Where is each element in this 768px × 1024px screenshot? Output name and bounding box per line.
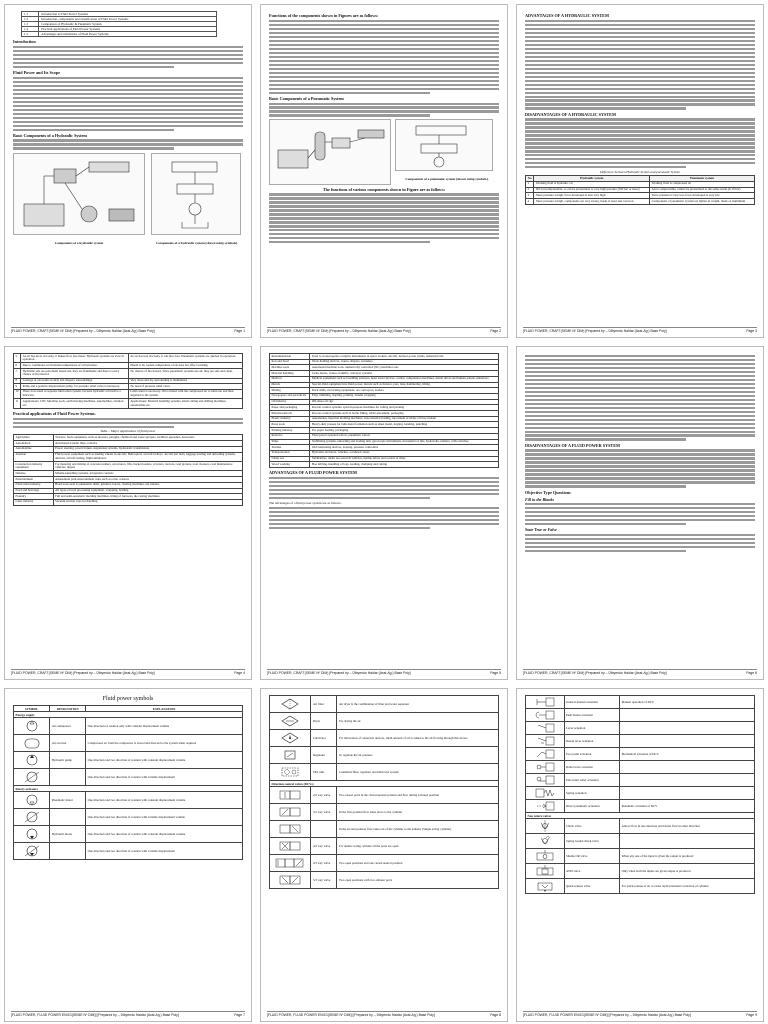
body-text bbox=[269, 103, 499, 117]
table-row: Push button actuation bbox=[526, 709, 755, 722]
table-row: Air compressor One direction of rotation only with constant displacement volume bbox=[14, 718, 243, 735]
table-row: Paper and packaging Process control systems, special-purpose machines for rolling and packing bbox=[270, 405, 499, 411]
table-row: 6 Due to continuous recirculation temperature of oil increases. Needs to be cooled, temperature of air does not affect working. bbox=[14, 363, 243, 369]
table-row: Iron and Steel Work-holding devices, cranes, shapers, extruders bbox=[270, 359, 499, 365]
page-footer: [FLUID POWER, CRAFT(SEME Nº DIM) [Prepared by – Dibyendu Haldar (Asst.Ag.) Base Poly] Page 5 bbox=[267, 671, 501, 675]
valve-4-2-icon bbox=[278, 840, 302, 852]
table-row: Lever actuation bbox=[526, 722, 755, 735]
section-heading: Objective Type Questions bbox=[525, 489, 571, 495]
table-row: Printing industry For paper feeding, packaging bbox=[270, 428, 499, 434]
table-row: Foot pedal actuation Mechanical actuation of DCV bbox=[526, 748, 755, 761]
page-footer: [FLUID POWER, FLUID POWER ENGG(SEME Nº DIM)] [Prepared by – Dibyendu Haldar (Asst.Ag.) Base Poly] Page 9 bbox=[523, 1013, 757, 1017]
table-row: Direct pneumatic actuation Pneumatic actuation of DCV bbox=[526, 800, 755, 813]
section-heading: DISADVANTAGES OF A HYDRAULIC SYSTEM bbox=[525, 111, 616, 117]
comparison-table bbox=[525, 175, 755, 205]
table-header-row: SYMBOL DESIGNATION EXPLANATION bbox=[14, 706, 243, 712]
body-text bbox=[13, 418, 243, 428]
pneumatic-symbol-figure bbox=[395, 119, 493, 171]
table-row: Air filter Air dryer is the combination of filter and water separator bbox=[270, 696, 499, 713]
figure-caption: Components of a pneumatic system (shown using symbols). bbox=[405, 176, 489, 181]
table-row: Air receiver Compressed air from the compressor is stored and directed to the system when required bbox=[14, 735, 243, 752]
body-text bbox=[269, 193, 499, 243]
applications-table-continued bbox=[269, 353, 499, 468]
page-title: Fluid power symbols bbox=[102, 696, 154, 702]
body-text bbox=[13, 139, 243, 149]
table-row: Detent lever actuation bbox=[526, 735, 755, 748]
page-footer: [FLUID POWER, CRAFT(SEME Nº DIM) [Prepared by – Dibyendu Haldar (Asst.Ag.) Base Poly] Page 3 bbox=[523, 329, 757, 333]
table-title: Table – Major applications of fluid power bbox=[100, 429, 156, 434]
spring-icon bbox=[534, 788, 556, 798]
body-text bbox=[13, 46, 243, 68]
body-text bbox=[525, 355, 755, 441]
table-row: Textiles Web tensioning devices, looping, pressure controllers bbox=[270, 445, 499, 451]
foot-pedal-icon bbox=[534, 749, 556, 759]
table-row: 5/2 way valve Two open positions with two exhaust ports bbox=[270, 872, 499, 889]
toc-row: 1.4 Practical applications of Fluid Power Systems bbox=[22, 27, 217, 32]
table-row: Shuttle OR valve When any one of the input is given the output is produced bbox=[526, 849, 755, 864]
table-row: Spring actuation bbox=[526, 787, 755, 800]
variable-pump-icon bbox=[21, 770, 43, 784]
lever-icon bbox=[534, 723, 556, 733]
table-row: 10 There is no need of separate lubrication system, because hydraulic oil itself is a lubricant. Lubrication is necessary. Oil is mixed with the compressed air to lubricate and then supplied to the system. bbox=[14, 389, 243, 398]
table-row: Mining Rock drills, excavating equipment, ore conveyors, loaders bbox=[270, 388, 499, 394]
table-row: Automation Automated transfer lines, robotics bbox=[14, 441, 243, 447]
page-footer: [FLUID POWER, CRAFT(SEME Nº DIM) [Prepared by – Dibyendu Haldar (Asst.Ag.) Base Poly] Page 4 bbox=[11, 671, 245, 675]
table-row: Glass industry Vacuum suction cups for handling bbox=[14, 499, 243, 505]
page-footer: [FLUID POWER, FLUID POWER ENGG(SEME Nº DIM)] [Prepared by – Dibyendu Haldar (Asst.Ag.) Base Poly] Page 8 bbox=[267, 1013, 501, 1017]
page-footer: [FLUID POWER, CRAFT(SEME Nº DIM) [Prepared by – Dibyendu Haldar (Asst.Ag.) Base Poly] Page 2 bbox=[267, 329, 501, 333]
symbol-table bbox=[269, 695, 499, 889]
symbol-table bbox=[13, 705, 243, 860]
page-footer: [FLUID POWER, CRAFT(SEME Nº DIM) [Prepared by – Dibyendu Haldar (Asst.Ag.) Base Poly] Page 1 bbox=[11, 329, 245, 333]
table-row: 4/3 way valve Two open positions and one closed neutral position bbox=[270, 855, 499, 872]
shuttle-valve-icon bbox=[534, 850, 556, 862]
section-heading: Functions of the components shown in Figures are as follows: bbox=[269, 13, 379, 18]
figure-caption: Components of a hydraulic system (shown using symbols). bbox=[156, 240, 238, 245]
section-heading: ADVANTAGES OF A HYDRAULIC SYSTEM bbox=[525, 13, 609, 18]
section-heading: Basic Components of a Hydraulic System bbox=[13, 132, 87, 138]
table-row: Idle return roller actuation bbox=[526, 774, 755, 787]
comparison-table-continued bbox=[13, 353, 243, 409]
valve-3-2-exhaust-icon bbox=[278, 823, 302, 835]
table-row: Entertainment Amusement park entertainment rides such as roller coasters bbox=[14, 477, 243, 483]
table-row: Foundry Full and semi-automatic molding machines, tilting of furnaces, die casting machines bbox=[14, 494, 243, 500]
table-row: Metals Special-fluid equipment into fluid power, metals such as furnace, pots, lane, hammering, lifting bbox=[270, 382, 499, 388]
table-row: Fabrication industry Hand tools such as pneumatic drills, grinders, borers, riveting machines, nut runners bbox=[14, 482, 243, 488]
table-row: Machine tools Automated machine tools, numerically controlled (NC) machine tools bbox=[270, 365, 499, 371]
hydraulic-motor-icon bbox=[21, 827, 43, 841]
body-text bbox=[269, 477, 499, 499]
table-row: Regulator To regulate the air pressure bbox=[270, 747, 499, 764]
body-text bbox=[13, 77, 243, 131]
quick-release-valve-icon bbox=[534, 880, 556, 892]
document-page-6 bbox=[516, 346, 764, 680]
table-row: Hydraulic pump One direction and two direction of rotation with constant displacement volume bbox=[14, 752, 243, 769]
page-footer: [FLUID POWER, CRAFT(SEME Nº DIM) [Prepared by – Dibyendu Haldar (Asst.Ag.) Base Poly] Page 6 bbox=[523, 671, 757, 675]
table-row: Press tools Heavy-duty presses for bulk metal formation such as sheet metal, forging, bending, punching bbox=[270, 422, 499, 428]
section-heading: The functions of various components shown in Figure are as follows: bbox=[322, 186, 446, 192]
regulator-icon bbox=[279, 749, 301, 761]
pneumatic-system-figure bbox=[269, 119, 391, 185]
table-row: One direction and two direction of rotation with variable displacement bbox=[14, 843, 243, 860]
symbol-table bbox=[525, 695, 755, 894]
section-heading: ADVANTAGES OF A FLUID POWER SYSTEM bbox=[269, 470, 357, 476]
idle-roller-icon bbox=[534, 775, 556, 785]
document-page-1 bbox=[4, 4, 252, 338]
section-heading: Basic Components of a Pneumatic System bbox=[269, 95, 344, 101]
toc-row: 1.2 Introduction, components and classification of Fluid Power Systems bbox=[22, 17, 217, 22]
page-footer: [FLUID POWER, FLUID POWER ENGG(SEME Nº DIM)] [Prepared by – Dibyendu Haldar (Asst.Ag.) Base Poly] Page 7 bbox=[11, 1013, 245, 1017]
table-row: Material handling Jacks, hoists, cranes, forklifts, conveyor systems bbox=[270, 371, 499, 377]
table-row: 8 Leakage of oil results in dirty and slippery surroundings. Very clean and dry surrounding is maintained. bbox=[14, 378, 243, 384]
roller-lever-icon bbox=[534, 762, 556, 772]
table-row: Construction industry equipment For metering and mixing of concrete rudders, excavators, lifts, bucket loaders, crawlers, tractors, road graders, road cleaners, road maintenance vehicles, tippers bbox=[14, 462, 243, 471]
valve-2-2-icon bbox=[278, 789, 302, 801]
table-row: Hydraulic motor One direction and two direction of rotation with constant displacement volume bbox=[14, 826, 243, 843]
lubricator-icon bbox=[279, 732, 301, 744]
spring-check-valve-icon bbox=[534, 835, 556, 847]
table-row: Food and beverage All types of food processing equipment, wrapping, bottling bbox=[14, 488, 243, 494]
body-text bbox=[269, 507, 499, 529]
table-section-row: Non return valves bbox=[526, 813, 755, 819]
air-filter-icon bbox=[279, 698, 301, 710]
table-row: 4 Since pressure is high, components are very strong, made of steel and cast iron Components of pneumatic system are lighter in weight, made of aluminium bbox=[526, 199, 755, 205]
figure-caption: Components of a hydraulic system bbox=[54, 240, 104, 245]
table-row: In the second position flow takes out of the cylinder to the exhaust (Single acting cylinder) bbox=[270, 821, 499, 838]
body-text bbox=[269, 20, 499, 94]
document-page-5 bbox=[260, 346, 508, 680]
table-row: Transportation Hydraulic elevators, winches, overhead cranes bbox=[270, 450, 499, 456]
document-page-4 bbox=[4, 346, 252, 680]
table-row: Aviation Fluid power equipment such as landing wheels in aircraft; Helicopters, aircraft trolleys, aircraft test beds, luggage loading and unloading systems, ailerons, aircraft testing, flight simulators bbox=[14, 452, 243, 461]
body-paragraph: The advantages of a fluid power system are as follows. bbox=[269, 500, 342, 505]
table-row: 4/2 way valve For double acting cylinder all the ports are open bbox=[270, 838, 499, 855]
table-row: One direction and two direction of rotation with variable displacement volume bbox=[14, 809, 243, 826]
pneumatic-actuation-icon bbox=[534, 801, 556, 811]
applications-table bbox=[13, 434, 243, 505]
table-section-row: Rotary actuators bbox=[14, 786, 243, 792]
detent-lever-icon bbox=[534, 736, 556, 746]
table-row: 9 Pump and a positive displacement pump, for pressure relief valve is necessary. No need of pressure relief valve. bbox=[14, 384, 243, 390]
subsection-heading: State True or False bbox=[525, 527, 557, 533]
document-page-9 bbox=[516, 688, 764, 1022]
push-button-icon bbox=[534, 710, 556, 720]
table-row: One direction and two direction of rotation with variable displacement bbox=[14, 769, 243, 786]
body-text bbox=[525, 449, 755, 487]
table-title: Difference between Hydraulic System and pneumatic System bbox=[600, 170, 680, 175]
table-row: Roller lever actuation bbox=[526, 761, 755, 774]
hydraulic-pump-icon bbox=[21, 753, 43, 767]
table-row: Quick release valve For quick release of air to cause rapid extension/ retraction of cylinder bbox=[526, 879, 755, 894]
and-valve-icon bbox=[534, 865, 556, 877]
table-row: 5 As oil has more viscosity, it makes flow less linear. Hydraulic systems are slow in operation. As air has less viscosity, it can flow fast. Pneumatic systems are quicker in operation. bbox=[14, 354, 243, 363]
body-text bbox=[525, 118, 755, 168]
table-row: FRL unit Combined filter, regulator and lubricator system bbox=[270, 764, 499, 781]
section-heading: Practical applications of Fluid Power Systems. bbox=[13, 410, 96, 416]
table-row: Plastic industry Automation, injection molding machines, base material feeding, movement of slides of blow molder bbox=[270, 416, 499, 422]
table-row: Ships Stabilizing systems, unloading and loading unit, gyroscopic instruments, movement of fins, hydrofoils, rudders, cable winches bbox=[270, 439, 499, 445]
table-row: Robotics Fluid power operated robots, pneumatic robots bbox=[270, 433, 499, 439]
variable-pneumatic-motor-icon bbox=[21, 810, 43, 824]
toc-row: 1.1 Introduction to Fluid Power Systems bbox=[22, 12, 217, 17]
table-row: Defense Missile-launching systems, navigation controls bbox=[14, 471, 243, 477]
table-row: Agriculture Tractors, farm equipment, such as mowers, ploughs, chemical and water sprayers, fertilizer spreaders, harvesters bbox=[14, 435, 243, 441]
table-row: General manual actuation Manual operation of DCV bbox=[526, 696, 755, 709]
table-row: 11 Applications: CNC Machine tools, earth moving machines, automobiles, aviation etc. Applications: Material handling systems, small cutting and drilling machines, automobiles etc. bbox=[14, 399, 243, 408]
table-row: Automobiles Power steering, power brakes, suspension systems, hydrostatic transmission bbox=[14, 446, 243, 452]
table-row: Wood working Hoe drilling, handling of logs, feeding, clamping and cutting bbox=[270, 462, 499, 468]
document-page-3 bbox=[516, 4, 764, 338]
section-heading: Introduction bbox=[13, 39, 36, 44]
table-row: AND valve Only when both the inputs are given output is produced bbox=[526, 864, 755, 879]
dryer-icon bbox=[279, 715, 301, 727]
table-of-contents bbox=[21, 11, 217, 37]
table-row: 3 Since pressure is high, force developed is also very high Since pressure is very low, force developed is very low bbox=[526, 193, 755, 199]
table-row: 1 Working fluid is hydraulic oil Working fluid is compressed air bbox=[526, 181, 755, 187]
valve-3-2-icon bbox=[278, 806, 302, 818]
section-heading: Fluid Power and Its Scope bbox=[13, 69, 60, 75]
table-row: Under sea Submarines, under sea research vehicles, marine drives and control of ships bbox=[270, 456, 499, 462]
table-row: Lubricator For lubrication of connected devices, small amount of oil is added to the air flowing through this device bbox=[270, 730, 499, 747]
toc-row: 1.5 Advantages and Limitations of Fluid Power Systems bbox=[22, 32, 217, 37]
table-row: 7 Hydraulic oils are petroleum based oils, they are flammable and there is every chance of fire hazard. No chance of fire hazard. Since pneumatic systems use air, they are safe and clean. bbox=[14, 369, 243, 378]
valve-4-3-icon bbox=[275, 857, 305, 869]
table-row: Instrumentation Used to create/operate complex instruments in space rockets, aircraft, nuclear power plants, industrial labs bbox=[270, 354, 499, 360]
table-row: Newspapers and periodicals Edge trimming, stapling, printing, bundle wrapping bbox=[270, 393, 499, 399]
table-row: Pneumatic motor One direction and two direction of rotation with constant displacement volume bbox=[14, 792, 243, 809]
manual-actuation-icon bbox=[534, 697, 556, 707]
air-compressor-icon bbox=[21, 719, 43, 733]
document-page-7 bbox=[4, 688, 252, 1022]
body-text bbox=[525, 20, 755, 110]
pneumatic-motor-icon bbox=[21, 793, 43, 807]
table-row: 2/2 way valve Two closed ports in the closed neutral position and flow during actuated position bbox=[270, 787, 499, 804]
hydraulic-system-figure bbox=[13, 153, 145, 235]
table-row: Check valve Allows flow in one direction and blocks flow in other direction bbox=[526, 819, 755, 834]
table-row: Spring loaded check valve bbox=[526, 834, 755, 849]
check-valve-icon bbox=[534, 820, 556, 832]
body-text bbox=[525, 503, 755, 525]
table-row: Oil industry Off-shore oil rigs bbox=[270, 399, 499, 405]
table-section-row: Direction control valves (DCVs) bbox=[270, 781, 499, 787]
table-row: 2 Oil is incompressible, so can be pressurized to very high pressure (500 bar or more) Air is compressible, cannot be pressurized to the same extent (6-10 bar) bbox=[526, 187, 755, 193]
valve-5-2-icon bbox=[278, 874, 302, 886]
document-page-2 bbox=[260, 4, 508, 338]
table-row: Dryer For drying the air bbox=[270, 713, 499, 730]
hydraulic-symbol-figure bbox=[151, 153, 241, 235]
table-header-row: No Hydraulic system Pneumatic system bbox=[526, 176, 755, 182]
table-row: 3/2 way valve In the first position flow takes place to the cylinder bbox=[270, 804, 499, 821]
frl-unit-icon bbox=[279, 766, 301, 778]
document-page-8 bbox=[260, 688, 508, 1022]
table-section-row: Energy supply bbox=[14, 712, 243, 718]
toc-row: 1.3 Comparison of Hydraulic & Pneumatic System bbox=[22, 22, 217, 27]
subsection-heading: Fill in the Blanks bbox=[525, 496, 555, 502]
table-row: Medical Medical equipment such as breathing assistors, heart assist devices, cardiac compression machines, dental drives and human patient simulators bbox=[270, 376, 499, 382]
variable-hydraulic-motor-icon bbox=[21, 844, 43, 858]
body-text bbox=[525, 534, 755, 552]
section-heading: DISADVANTAGES OF A FLUID POWER SYSTEM bbox=[525, 442, 620, 448]
table-row: Pharmaceuticals Process control systems such as bottle filling, tablet placement, packaging bbox=[270, 411, 499, 417]
air-receiver-icon bbox=[21, 736, 43, 750]
